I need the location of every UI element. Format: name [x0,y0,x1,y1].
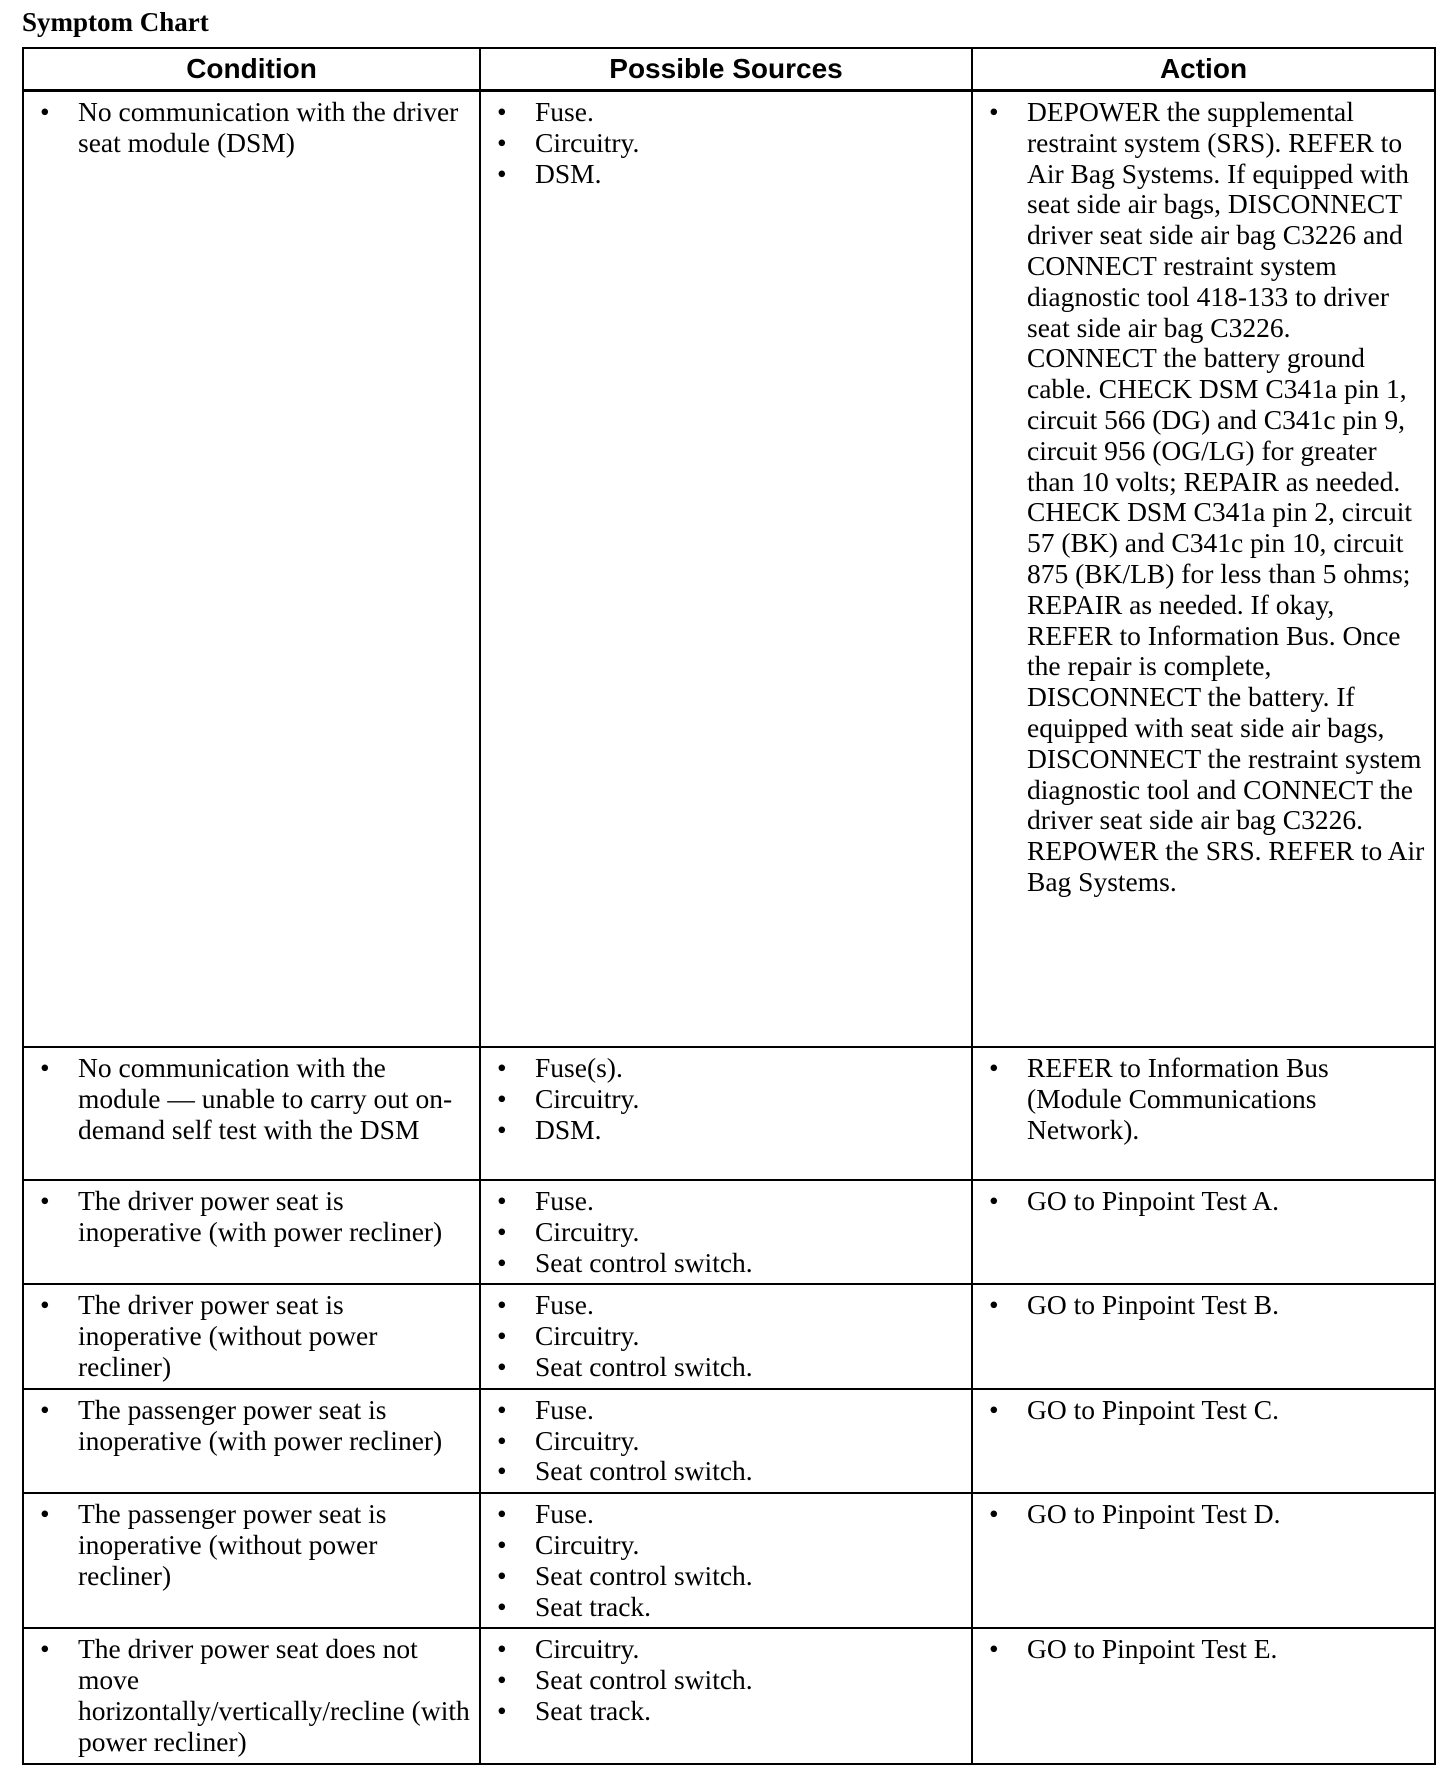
condition-item [24,97,471,159]
source-item [481,1321,963,1352]
source-item [481,1530,963,1561]
action-item [973,1053,1426,1145]
condition-text: The driver power seat is inoperative (with power recliner) [78,1185,443,1247]
bullet-icon: • [989,1393,999,1425]
bullet-icon: • [497,1559,507,1591]
action-text: REFER to Information Bus (Module Communications Network). [1027,1052,1329,1145]
sources-cell [480,1180,972,1284]
source-text: Seat control switch. [535,1559,753,1591]
action-cell [972,1493,1435,1628]
table-row [23,1180,1435,1284]
condition-item [24,1634,471,1757]
bullet-icon: • [497,1350,507,1382]
source-item [481,1592,963,1623]
bullet-icon: • [497,157,507,189]
source-item [481,1696,963,1727]
condition-text: The passenger power seat is inoperative (without power recliner) [78,1498,387,1591]
bullet-icon: • [40,1289,50,1321]
bullet-icon: • [497,1393,507,1425]
bullet-icon: • [989,96,999,127]
source-text: Seat control switch. [535,1246,753,1278]
source-item [481,97,963,128]
action-item [973,1395,1426,1426]
action-cell [972,91,1435,1048]
source-item [481,1186,963,1217]
action-item [973,1186,1426,1217]
table-row [23,1389,1435,1493]
symptom-chart-table [22,47,1436,1765]
header-condition: Condition [23,48,480,91]
sources-cell [480,91,972,1048]
source-text: Circuitry. [535,1082,640,1114]
table-row [23,1284,1435,1388]
action-text: GO to Pinpoint Test A. [1027,1185,1279,1216]
bullet-icon: • [497,1246,507,1278]
condition-cell [23,1180,480,1284]
action-cell [972,1284,1435,1388]
action-cell [972,1180,1435,1284]
bullet-icon: • [497,1052,507,1083]
condition-item [24,1290,471,1382]
condition-text: No communication with the driver seat module (DSM) [78,96,459,158]
action-text: DEPOWER the supplemental restraint system (SRS). REFER to Air Bag Systems. If equipped with seat side air bags, DISCONNECT driver seat side air bag C3226 and CONNECT restraint system diagnostic tool 418-133 to driver seat side air bag C3226. CONNECT the battery ground cable. CHECK DSM C341a pin 1, circuit 566 (DG) and C341c pin 9, circuit 956 (OG/LG) for greater than 10 volts; REPAIR as needed. CHECK DSM C341a pin 2, circuit 57 (BK) and C341c pin 10, circuit 875 (BK/LB) for less than 5 ohms; REPAIR as needed. If okay, REFER to Information Bus. Once the repair is complete, DISCONNECT the battery. If equipped with seat side air bags, DISCONNECT the restraint system diagnostic tool and CONNECT the driver seat side air bag C3226. REPOWER the SRS. REFER to Air Bag Systems. [1027,96,1425,897]
bullet-icon: • [40,96,50,127]
source-text: DSM. [535,157,602,189]
condition-item [24,1053,471,1145]
source-item [481,159,963,190]
source-item [481,1426,963,1457]
bullet-icon: • [497,1289,507,1321]
source-item [481,1217,963,1248]
action-cell [972,1047,1435,1180]
page-title: Symptom Chart [22,7,209,37]
source-text: Fuse. [535,1393,594,1425]
source-text: Circuitry. [535,1424,640,1456]
bullet-icon: • [497,1528,507,1560]
action-text: GO to Pinpoint Test E. [1027,1633,1278,1665]
source-text: Fuse(s). [535,1052,623,1083]
bullet-icon: • [497,1082,507,1114]
condition-text: No communication with the module — unable to carry out on-demand self test with the DSM [78,1052,453,1145]
bullet-icon: • [989,1289,999,1321]
condition-cell [23,91,480,1048]
bullet-icon: • [497,1424,507,1456]
source-item [481,128,963,159]
condition-item [24,1186,471,1248]
bullet-icon: • [497,1664,507,1696]
action-text: GO to Pinpoint Test C. [1027,1393,1279,1425]
bullet-icon: • [497,1320,507,1352]
source-item [481,1290,963,1321]
source-text: Fuse. [535,96,594,127]
condition-cell [23,1389,480,1493]
condition-cell [23,1047,480,1180]
table-header-row [23,48,1435,91]
header-possible-sources: Possible Sources [480,48,972,91]
action-item [973,97,1426,898]
action-text: GO to Pinpoint Test D. [1027,1498,1281,1530]
bullet-icon: • [497,1590,507,1622]
bullet-icon: • [40,1052,50,1083]
condition-item [24,1499,471,1591]
bullet-icon: • [497,1215,507,1247]
bullet-icon: • [497,1633,507,1665]
action-item [973,1290,1426,1321]
action-item [973,1634,1426,1665]
sources-cell [480,1389,972,1493]
bullet-icon: • [497,1185,507,1216]
source-item [481,1499,963,1530]
source-item [481,1053,963,1084]
source-text: Seat track. [535,1590,652,1622]
source-text: Seat control switch. [535,1455,753,1487]
table-row [23,1628,1435,1763]
source-text: DSM. [535,1113,602,1145]
source-item [481,1456,963,1487]
source-item [481,1352,963,1383]
action-item [973,1499,1426,1530]
condition-item [24,1395,471,1457]
bullet-icon: • [40,1185,50,1216]
source-item [481,1665,963,1696]
table-row [23,1047,1435,1180]
bullet-icon: • [497,1498,507,1530]
condition-cell [23,1284,480,1388]
source-text: Circuitry. [535,126,640,158]
bullet-icon: • [497,1455,507,1487]
source-text: Fuse. [535,1289,594,1321]
source-item [481,1634,963,1665]
bullet-icon: • [989,1185,999,1216]
source-text: Seat track. [535,1694,652,1726]
condition-text: The driver power seat does not move horizontally/vertically/recline (with power recliner) [78,1633,470,1757]
source-item [481,1084,963,1115]
action-cell [972,1628,1435,1763]
table-row [23,1493,1435,1628]
source-text: Circuitry. [535,1528,640,1560]
bullet-icon: • [989,1498,999,1530]
bullet-icon: • [989,1052,999,1083]
source-text: Fuse. [535,1498,594,1530]
condition-cell [23,1628,480,1763]
condition-text: The driver power seat is inoperative (without power recliner) [78,1289,378,1382]
sources-cell [480,1493,972,1628]
source-text: Seat control switch. [535,1664,753,1696]
condition-text: The passenger power seat is inoperative (with power recliner) [78,1393,443,1456]
action-cell [972,1389,1435,1493]
bullet-icon: • [40,1393,50,1425]
bullet-icon: • [497,96,507,127]
bullet-icon: • [497,1694,507,1726]
sources-cell [480,1628,972,1763]
sources-cell [480,1047,972,1180]
source-item [481,1248,963,1279]
bullet-icon: • [497,1113,507,1145]
condition-cell [23,1493,480,1628]
source-item [481,1115,963,1146]
bullet-icon: • [40,1498,50,1530]
bullet-icon: • [40,1633,50,1665]
source-text: Circuitry. [535,1633,640,1665]
table-row [23,91,1435,1048]
source-text: Seat control switch. [535,1350,753,1382]
source-item [481,1561,963,1592]
action-text: GO to Pinpoint Test B. [1027,1289,1279,1321]
source-text: Circuitry. [535,1215,640,1247]
source-item [481,1395,963,1426]
source-text: Fuse. [535,1185,594,1216]
header-action: Action [972,48,1435,91]
source-text: Circuitry. [535,1320,640,1352]
bullet-icon: • [497,126,507,158]
sources-cell [480,1284,972,1388]
bullet-icon: • [989,1633,999,1665]
